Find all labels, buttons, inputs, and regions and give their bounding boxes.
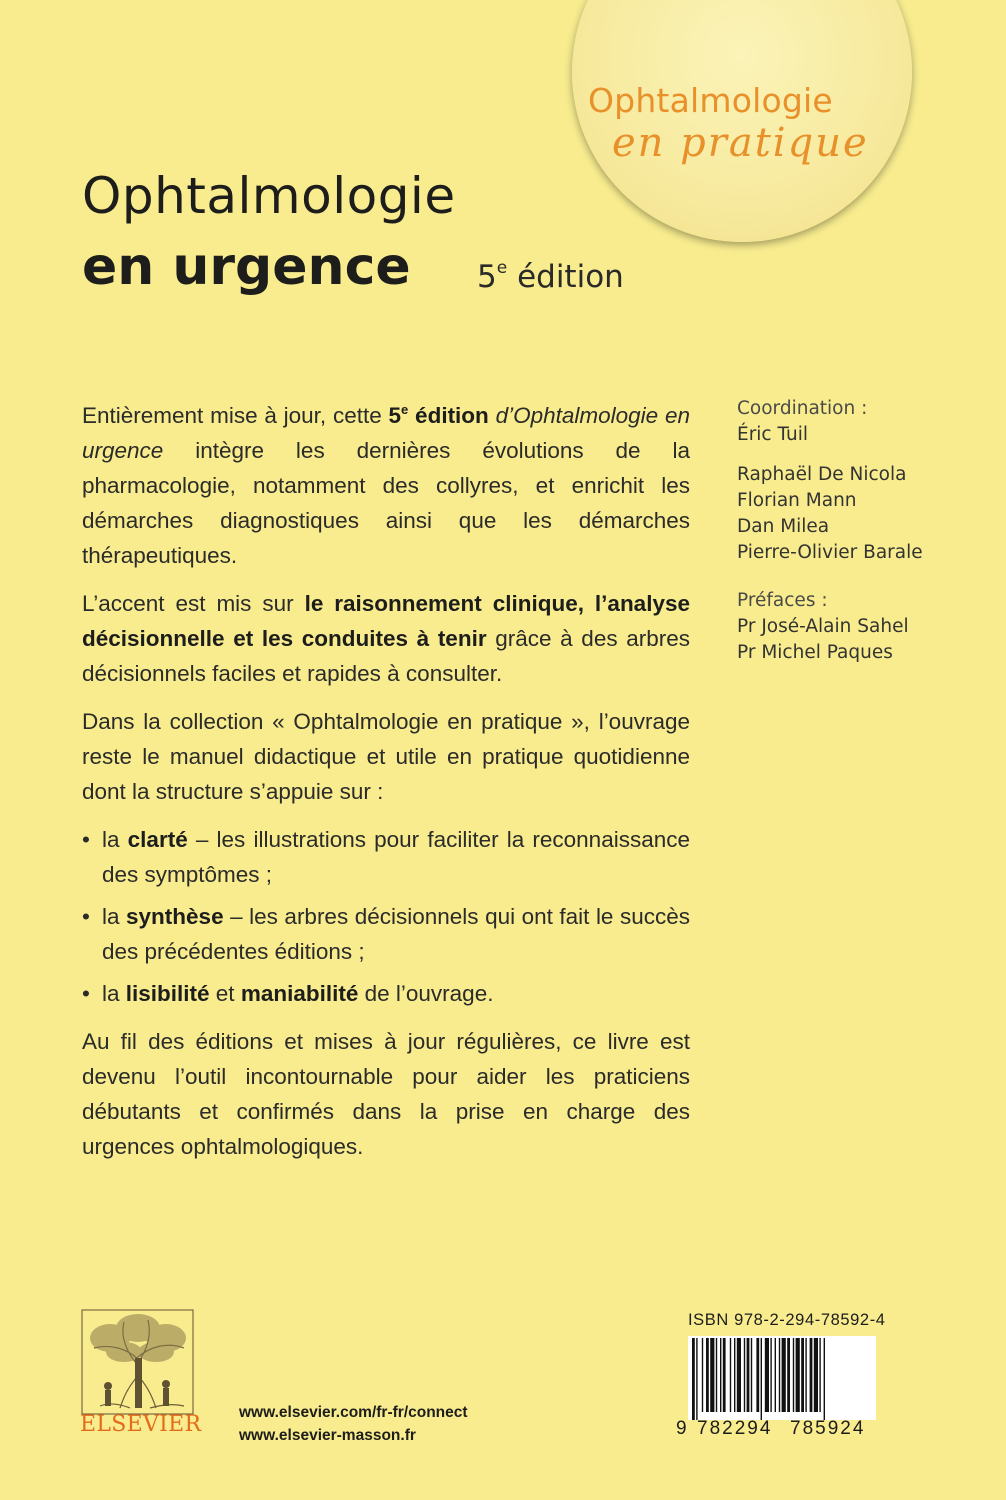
barcode-bar: [770, 1338, 771, 1412]
barcode-digit-first: 9: [676, 1418, 687, 1439]
bold-run: 5: [388, 403, 402, 428]
italic-run: d’Ophtalmologie en urgence: [82, 403, 690, 463]
book-title-line1: Ophtalmologie: [82, 167, 456, 225]
barcode-bar: [744, 1338, 745, 1412]
description-paragraph-2: [82, 586, 690, 691]
prefaces-label: Préfaces :: [737, 590, 828, 611]
barcode-bar: [710, 1338, 714, 1412]
barcode-bar: [801, 1338, 804, 1412]
coordinator-name: Éric Tuil: [737, 424, 808, 445]
barcode-bar: [761, 1338, 762, 1420]
barcode-bar: [751, 1338, 752, 1412]
description: [82, 392, 690, 1177]
barcode-bar: [819, 1338, 820, 1412]
preface-author: Pr José-Alain Sahel: [737, 616, 909, 637]
barcode-bar: [782, 1338, 786, 1412]
description-paragraph-4: Au fil des éditions et mises à jour régulières, ce livre est devenu l’outil incontournable pour aider les praticiens débutants et confirmés dans la prise en charge des urgences ophtalmologiques.: [82, 1029, 690, 1159]
edition-label: [477, 258, 624, 295]
barcode-bar: [696, 1338, 697, 1420]
publisher-urls: [239, 1401, 468, 1447]
barcode: [688, 1336, 876, 1420]
text-run: – les arbres décisionnels qui ont fait le succès des précédentes éditions ;: [102, 904, 690, 964]
credits-column: [737, 396, 957, 666]
barcode-bar: [787, 1338, 790, 1412]
superscript: e: [401, 402, 409, 417]
coordination-label: Coordination :: [737, 398, 868, 419]
bold-run: clarté: [127, 827, 188, 852]
text-run: grâce à des arbres décisionnels faciles et rapides à consulter.: [82, 626, 690, 686]
publisher-name: ELSEVIER: [80, 1412, 202, 1437]
author-name: Raphaël De Nicola: [737, 464, 907, 485]
barcode-digits-group1: 782294: [697, 1418, 773, 1439]
collection-subtitle: en pratique: [612, 120, 869, 166]
bullet-item: [82, 822, 690, 892]
barcode-bar: [756, 1338, 759, 1412]
url-link[interactable]: www.elsevier-masson.fr: [239, 1427, 416, 1444]
barcode-bar: [793, 1338, 794, 1412]
bullet-list: [82, 822, 690, 1011]
barcode-bar: [810, 1338, 813, 1412]
isbn-label: ISBN 978-2-294-78592-4: [688, 1311, 886, 1329]
text-run: intègre les dernières évolutions de la pharmacologie, notamment des collyres, et enrichit les démarches diagnostiques ainsi que les démarches thérapeutiques.: [82, 438, 690, 568]
edition-word: édition: [517, 259, 624, 295]
barcode-bar: [716, 1338, 717, 1412]
url-link[interactable]: www.elsevier.com/fr-fr/connect: [239, 1404, 468, 1421]
barcode-bar: [702, 1338, 703, 1412]
barcode-bar: [814, 1338, 818, 1412]
barcode-bar: [723, 1338, 726, 1412]
bold-run: le raisonnement clinique, l’analyse décisionnelle et les conduites à tenir: [82, 591, 690, 651]
barcode-bar: [730, 1338, 731, 1412]
barcode-bar: [805, 1338, 806, 1412]
edition-sup: e: [496, 258, 508, 278]
collection-title: Ophtalmologie: [588, 81, 833, 120]
text-run: L’accent est mis sur: [82, 591, 305, 616]
text-run: – les illustrations pour faciliter la reconnaissance des symptômes ;: [102, 827, 690, 887]
author-name: Pierre-Olivier Barale: [737, 542, 923, 563]
barcode-bar: [720, 1338, 721, 1412]
text-run: la: [102, 827, 128, 852]
text-run: de l’ouvrage.: [358, 981, 494, 1006]
description-paragraph-1: [82, 392, 690, 573]
text-run: la: [102, 904, 127, 929]
text-run: la: [102, 981, 126, 1006]
barcode-bar: [824, 1338, 825, 1420]
text-run: Entièrement mise à jour, cette: [82, 403, 389, 428]
author-name: Florian Mann: [737, 490, 857, 511]
description-paragraph-3: Dans la collection « Ophtalmologie en pratique », l’ouvrage reste le manuel didactique et utile en pratique quotidienne dont la structure s’appuie sur :: [82, 709, 690, 804]
edition-number: 5: [477, 259, 497, 295]
barcode-digits-group2: 785924: [790, 1418, 866, 1439]
bold-run: maniabilité: [240, 981, 359, 1006]
barcode-bar: [692, 1338, 695, 1420]
bullet-item: [82, 976, 690, 1011]
bold-run: synthèse: [126, 904, 224, 929]
barcode-bar: [796, 1338, 800, 1412]
barcode-bar: [706, 1338, 709, 1412]
preface-author: Pr Michel Paques: [737, 642, 893, 663]
text-run: et: [209, 981, 241, 1006]
author-name: Dan Milea: [737, 516, 830, 537]
bold-run: édition: [408, 403, 489, 428]
barcode-bar: [747, 1338, 750, 1412]
barcode-bar: [734, 1338, 735, 1412]
bullet-item: [82, 899, 690, 969]
elsevier-tree-logo: [80, 1308, 195, 1416]
barcode-bar: [737, 1338, 741, 1412]
bold-run: lisibilité: [125, 981, 210, 1006]
barcode-bar: [765, 1338, 769, 1412]
barcode-bar: [779, 1338, 780, 1412]
barcode-bar: [775, 1338, 776, 1412]
book-title-line2: en urgence: [82, 237, 411, 297]
